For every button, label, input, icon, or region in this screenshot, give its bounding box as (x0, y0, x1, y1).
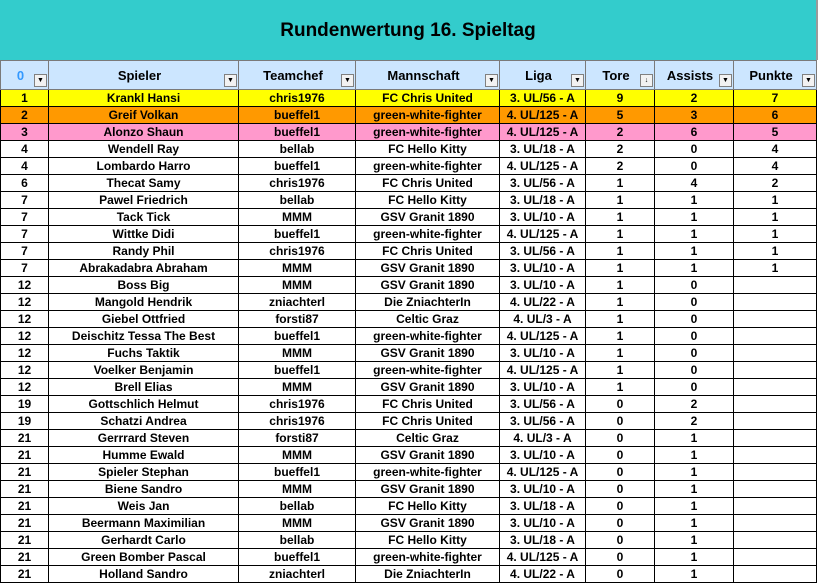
cell-mannschaft[interactable]: FC Hello Kitty (356, 498, 500, 515)
cell-spieler[interactable]: Krankl Hansi (49, 90, 239, 107)
cell-spieler[interactable]: Gottschlich Helmut (49, 396, 239, 413)
cell-mannschaft[interactable]: green-white-fighter (356, 328, 500, 345)
cell-liga[interactable]: 3. UL/56 - A (500, 413, 586, 430)
cell-assists[interactable]: 1 (655, 464, 734, 481)
cell-spieler[interactable]: Alonzo Shaun (49, 124, 239, 141)
cell-teamchef[interactable]: chris1976 (239, 90, 356, 107)
cell-spieler[interactable]: Beermann Maximilian (49, 515, 239, 532)
cell-spieler[interactable]: Green Bomber Pascal (49, 549, 239, 566)
cell-liga[interactable]: 3. UL/10 - A (500, 481, 586, 498)
cell-tore[interactable]: 0 (586, 498, 655, 515)
cell-teamchef[interactable]: chris1976 (239, 413, 356, 430)
cell-mannschaft[interactable]: green-white-fighter (356, 107, 500, 124)
table-row[interactable] (1, 396, 817, 413)
cell-tore[interactable]: 0 (586, 566, 655, 583)
cell-punkte[interactable]: 1 (734, 192, 817, 209)
cell-liga[interactable]: 3. UL/18 - A (500, 141, 586, 158)
cell-teamchef[interactable]: bellab (239, 532, 356, 549)
sheet-title: Rundenwertung 16. Spieltag (280, 20, 536, 41)
cell-liga[interactable]: 4. UL/125 - A (500, 549, 586, 566)
cell-liga[interactable]: 3. UL/56 - A (500, 396, 586, 413)
cell-assists[interactable]: 1 (655, 192, 734, 209)
cell-punkte[interactable] (734, 515, 817, 532)
filter-dropdown-icon[interactable]: ▼ (802, 74, 815, 87)
table-row[interactable] (1, 175, 817, 192)
table-row[interactable] (1, 328, 817, 345)
cell-liga[interactable]: 3. UL/10 - A (500, 345, 586, 362)
cell-punkte[interactable]: 6 (734, 107, 817, 124)
cell-assists[interactable]: 0 (655, 362, 734, 379)
cell-liga[interactable]: 3. UL/56 - A (500, 243, 586, 260)
cell-teamchef[interactable]: MMM (239, 277, 356, 294)
cell-tore[interactable]: 9 (586, 90, 655, 107)
cell-assists[interactable]: 1 (655, 260, 734, 277)
cell-teamchef[interactable]: bueffel1 (239, 464, 356, 481)
cell-liga[interactable]: 3. UL/10 - A (500, 260, 586, 277)
table-row[interactable] (1, 192, 817, 209)
cell-punkte[interactable]: 4 (734, 158, 817, 175)
table-row[interactable] (1, 379, 817, 396)
cell-tore[interactable]: 0 (586, 447, 655, 464)
cell-liga[interactable]: 3. UL/10 - A (500, 447, 586, 464)
cell-liga[interactable]: 4. UL/125 - A (500, 226, 586, 243)
cell-teamchef[interactable]: zniachterl (239, 294, 356, 311)
cell-mannschaft[interactable]: green-white-fighter (356, 549, 500, 566)
cell-teamchef[interactable]: MMM (239, 260, 356, 277)
cell-tore[interactable]: 0 (586, 481, 655, 498)
cell-spieler[interactable]: Randy Phil (49, 243, 239, 260)
cell-spieler[interactable]: Voelker Benjamin (49, 362, 239, 379)
cell-tore[interactable]: 5 (586, 107, 655, 124)
cell-teamchef[interactable]: zniachterl (239, 566, 356, 583)
cell-punkte[interactable] (734, 277, 817, 294)
filter-dropdown-icon[interactable]: ▼ (571, 74, 584, 87)
cell-liga[interactable]: 3. UL/10 - A (500, 277, 586, 294)
column-header-label: 0 (16, 67, 25, 83)
title-banner (0, 0, 818, 60)
cell-teamchef[interactable]: chris1976 (239, 396, 356, 413)
cell-punkte[interactable] (734, 549, 817, 566)
cell-teamchef[interactable]: bellab (239, 141, 356, 158)
cell-spieler[interactable]: Gerhardt Carlo (49, 532, 239, 549)
cell-mannschaft[interactable]: GSV Granit 1890 (356, 447, 500, 464)
table-row[interactable] (1, 107, 817, 124)
cell-punkte[interactable] (734, 396, 817, 413)
cell-spieler[interactable]: Deischitz Tessa The Best (49, 328, 239, 345)
cell-liga[interactable]: 3. UL/18 - A (500, 192, 586, 209)
cell-assists[interactable]: 1 (655, 481, 734, 498)
cell-tore[interactable]: 1 (586, 311, 655, 328)
cell-punkte[interactable]: 1 (734, 226, 817, 243)
table-row[interactable] (1, 345, 817, 362)
column-header-punkte (734, 61, 817, 90)
cell-teamchef[interactable]: chris1976 (239, 243, 356, 260)
cell-spieler[interactable]: Biene Sandro (49, 481, 239, 498)
cell-punkte[interactable] (734, 413, 817, 430)
table-row[interactable] (1, 90, 817, 107)
cell-punkte[interactable]: 1 (734, 260, 817, 277)
column-header-tore (586, 61, 655, 90)
cell-liga[interactable]: 3. UL/10 - A (500, 209, 586, 226)
cell-rank[interactable]: 21 (1, 566, 49, 583)
cell-rank[interactable]: 12 (1, 362, 49, 379)
cell-liga[interactable]: 4. UL/125 - A (500, 362, 586, 379)
cell-assists[interactable]: 0 (655, 277, 734, 294)
cell-rank[interactable]: 21 (1, 515, 49, 532)
cell-spieler[interactable]: Boss Big (49, 277, 239, 294)
cell-punkte[interactable] (734, 294, 817, 311)
cell-spieler[interactable]: Pawel Friedrich (49, 192, 239, 209)
column-header-label: Punkte (749, 67, 793, 83)
cell-mannschaft[interactable]: green-white-fighter (356, 464, 500, 481)
cell-punkte[interactable]: 1 (734, 243, 817, 260)
cell-teamchef[interactable]: forsti87 (239, 430, 356, 447)
cell-punkte[interactable]: 2 (734, 175, 817, 192)
column-header-spieler (49, 61, 239, 90)
cell-assists[interactable]: 1 (655, 549, 734, 566)
column-header-label: Mannschaft (387, 67, 460, 83)
cell-assists[interactable]: 1 (655, 243, 734, 260)
cell-tore[interactable]: 0 (586, 549, 655, 566)
cell-tore[interactable]: 1 (586, 175, 655, 192)
cell-liga[interactable]: 3. UL/56 - A (500, 175, 586, 192)
cell-mannschaft[interactable]: FC Hello Kitty (356, 192, 500, 209)
cell-liga[interactable]: 3. UL/10 - A (500, 379, 586, 396)
cell-rank[interactable]: 7 (1, 209, 49, 226)
cell-punkte[interactable] (734, 532, 817, 549)
table-row[interactable] (1, 362, 817, 379)
cell-rank[interactable]: 4 (1, 158, 49, 175)
cell-rank[interactable]: 21 (1, 464, 49, 481)
cell-mannschaft[interactable]: FC Chris United (356, 175, 500, 192)
cell-assists[interactable]: 0 (655, 141, 734, 158)
cell-mannschaft[interactable]: GSV Granit 1890 (356, 379, 500, 396)
cell-liga[interactable]: 4. UL/125 - A (500, 107, 586, 124)
cell-mannschaft[interactable]: GSV Granit 1890 (356, 481, 500, 498)
cell-teamchef[interactable]: bueffel1 (239, 226, 356, 243)
cell-tore[interactable]: 1 (586, 328, 655, 345)
cell-mannschaft[interactable]: green-white-fighter (356, 124, 500, 141)
cell-punkte[interactable] (734, 498, 817, 515)
cell-spieler[interactable]: Humme Ewald (49, 447, 239, 464)
cell-mannschaft[interactable]: Die ZniachterIn (356, 566, 500, 583)
table-row[interactable] (1, 226, 817, 243)
cell-spieler[interactable]: Greif Volkan (49, 107, 239, 124)
table-row[interactable] (1, 158, 817, 175)
ranking-table (0, 60, 817, 583)
cell-spieler[interactable]: Giebel Ottfried (49, 311, 239, 328)
cell-mannschaft[interactable]: FC Chris United (356, 413, 500, 430)
cell-spieler[interactable]: Wendell Ray (49, 141, 239, 158)
cell-tore[interactable]: 1 (586, 209, 655, 226)
cell-rank[interactable]: 19 (1, 396, 49, 413)
cell-punkte[interactable] (734, 447, 817, 464)
cell-liga[interactable]: 3. UL/18 - A (500, 532, 586, 549)
cell-assists[interactable]: 0 (655, 294, 734, 311)
cell-liga[interactable]: 4. UL/125 - A (500, 158, 586, 175)
cell-tore[interactable]: 1 (586, 379, 655, 396)
cell-punkte[interactable] (734, 328, 817, 345)
cell-punkte[interactable] (734, 430, 817, 447)
column-header-label: Spieler (117, 67, 162, 83)
cell-assists[interactable]: 1 (655, 226, 734, 243)
cell-rank[interactable]: 21 (1, 498, 49, 515)
table-row[interactable] (1, 532, 817, 549)
table-row[interactable] (1, 413, 817, 430)
cell-mannschaft[interactable]: FC Hello Kitty (356, 141, 500, 158)
cell-assists[interactable]: 0 (655, 345, 734, 362)
table-row[interactable] (1, 311, 817, 328)
cell-assists[interactable]: 3 (655, 107, 734, 124)
cell-punkte[interactable]: 7 (734, 90, 817, 107)
cell-assists[interactable]: 1 (655, 532, 734, 549)
table-row[interactable] (1, 498, 817, 515)
cell-assists[interactable]: 1 (655, 430, 734, 447)
cell-tore[interactable]: 0 (586, 396, 655, 413)
cell-teamchef[interactable]: MMM (239, 209, 356, 226)
cell-rank[interactable]: 4 (1, 141, 49, 158)
cell-teamchef[interactable]: bueffel1 (239, 158, 356, 175)
cell-rank[interactable]: 12 (1, 294, 49, 311)
cell-mannschaft[interactable]: GSV Granit 1890 (356, 260, 500, 277)
cell-spieler[interactable]: Weis Jan (49, 498, 239, 515)
cell-tore[interactable]: 1 (586, 294, 655, 311)
cell-rank[interactable]: 12 (1, 379, 49, 396)
cell-punkte[interactable]: 5 (734, 124, 817, 141)
cell-teamchef[interactable]: MMM (239, 379, 356, 396)
cell-teamchef[interactable]: forsti87 (239, 311, 356, 328)
cell-assists[interactable]: 2 (655, 90, 734, 107)
filter-dropdown-icon[interactable]: ▼ (719, 74, 732, 87)
cell-mannschaft[interactable]: green-white-fighter (356, 362, 500, 379)
cell-mannschaft[interactable]: GSV Granit 1890 (356, 515, 500, 532)
cell-tore[interactable]: 0 (586, 413, 655, 430)
cell-tore[interactable]: 1 (586, 192, 655, 209)
cell-rank[interactable]: 21 (1, 447, 49, 464)
cell-tore[interactable]: 0 (586, 430, 655, 447)
cell-rank[interactable]: 1 (1, 90, 49, 107)
cell-liga[interactable]: 3. UL/18 - A (500, 498, 586, 515)
cell-mannschaft[interactable]: green-white-fighter (356, 226, 500, 243)
table-row[interactable] (1, 294, 817, 311)
cell-mannschaft[interactable]: Celtic Graz (356, 311, 500, 328)
cell-mannschaft[interactable]: FC Chris United (356, 243, 500, 260)
cell-tore[interactable]: 2 (586, 158, 655, 175)
cell-assists[interactable]: 6 (655, 124, 734, 141)
cell-spieler[interactable]: Spieler Stephan (49, 464, 239, 481)
cell-spieler[interactable]: Brell Elias (49, 379, 239, 396)
cell-teamchef[interactable]: bueffel1 (239, 362, 356, 379)
cell-mannschaft[interactable]: Die ZniachterIn (356, 294, 500, 311)
table-row[interactable] (1, 447, 817, 464)
cell-rank[interactable]: 21 (1, 430, 49, 447)
column-header-mannschaft (356, 61, 500, 90)
cell-rank[interactable]: 21 (1, 532, 49, 549)
cell-punkte[interactable] (734, 379, 817, 396)
cell-liga[interactable]: 4. UL/3 - A (500, 430, 586, 447)
cell-punkte[interactable]: 4 (734, 141, 817, 158)
cell-spieler[interactable]: Gerrrard Steven (49, 430, 239, 447)
cell-teamchef[interactable]: MMM (239, 481, 356, 498)
filter-dropdown-icon[interactable]: ▼ (485, 74, 498, 87)
table-row[interactable] (1, 277, 817, 294)
column-header-teamchef (239, 61, 356, 90)
table-row[interactable] (1, 464, 817, 481)
table-row[interactable] (1, 141, 817, 158)
filter-dropdown-icon[interactable]: ▼ (34, 74, 47, 87)
cell-rank[interactable]: 7 (1, 260, 49, 277)
cell-spieler[interactable]: Holland Sandro (49, 566, 239, 583)
cell-tore[interactable]: 1 (586, 277, 655, 294)
cell-liga[interactable]: 4. UL/22 - A (500, 566, 586, 583)
cell-teamchef[interactable]: chris1976 (239, 175, 356, 192)
cell-liga[interactable]: 4. UL/125 - A (500, 328, 586, 345)
sort-descending-icon[interactable]: ↓ (640, 74, 653, 87)
cell-tore[interactable]: 2 (586, 124, 655, 141)
cell-punkte[interactable]: 1 (734, 209, 817, 226)
cell-assists[interactable]: 1 (655, 447, 734, 464)
table-row[interactable] (1, 566, 817, 583)
cell-mannschaft[interactable]: FC Chris United (356, 396, 500, 413)
cell-spieler[interactable]: Fuchs Taktik (49, 345, 239, 362)
cell-mannschaft[interactable]: Celtic Graz (356, 430, 500, 447)
filter-dropdown-icon[interactable]: ▼ (224, 74, 237, 87)
cell-spieler[interactable]: Abrakadabra Abraham (49, 260, 239, 277)
cell-tore[interactable]: 0 (586, 532, 655, 549)
cell-liga[interactable]: 4. UL/22 - A (500, 294, 586, 311)
cell-assists[interactable]: 1 (655, 566, 734, 583)
cell-teamchef[interactable]: bueffel1 (239, 328, 356, 345)
cell-rank[interactable]: 6 (1, 175, 49, 192)
table-row[interactable] (1, 209, 817, 226)
cell-teamchef[interactable]: bueffel1 (239, 107, 356, 124)
cell-tore[interactable]: 1 (586, 243, 655, 260)
cell-mannschaft[interactable]: green-white-fighter (356, 158, 500, 175)
cell-rank[interactable]: 12 (1, 277, 49, 294)
column-header-label: Liga (525, 67, 552, 83)
cell-assists[interactable]: 0 (655, 379, 734, 396)
cell-spieler[interactable]: Wittke Didi (49, 226, 239, 243)
table-row[interactable] (1, 124, 817, 141)
filter-dropdown-icon[interactable]: ▼ (341, 74, 354, 87)
cell-mannschaft[interactable]: GSV Granit 1890 (356, 209, 500, 226)
cell-rank[interactable]: 21 (1, 549, 49, 566)
cell-mannschaft[interactable]: FC Chris United (356, 90, 500, 107)
cell-assists[interactable]: 1 (655, 498, 734, 515)
cell-teamchef[interactable]: MMM (239, 345, 356, 362)
column-header-label: Teamchef (263, 67, 323, 83)
cell-rank[interactable]: 7 (1, 226, 49, 243)
cell-assists[interactable]: 2 (655, 413, 734, 430)
cell-spieler[interactable]: Lombardo Harro (49, 158, 239, 175)
cell-punkte[interactable] (734, 566, 817, 583)
cell-teamchef[interactable]: MMM (239, 447, 356, 464)
cell-rank[interactable]: 3 (1, 124, 49, 141)
cell-liga[interactable]: 4. UL/125 - A (500, 124, 586, 141)
cell-rank[interactable]: 12 (1, 311, 49, 328)
cell-mannschaft[interactable]: FC Hello Kitty (356, 532, 500, 549)
cell-liga[interactable]: 4. UL/125 - A (500, 464, 586, 481)
column-header-label: Assists (666, 67, 714, 83)
cell-assists[interactable]: 2 (655, 396, 734, 413)
cell-teamchef[interactable]: MMM (239, 515, 356, 532)
cell-spieler[interactable]: Thecat Samy (49, 175, 239, 192)
cell-teamchef[interactable]: bellab (239, 192, 356, 209)
cell-mannschaft[interactable]: GSV Granit 1890 (356, 345, 500, 362)
cell-rank[interactable]: 2 (1, 107, 49, 124)
table-row[interactable] (1, 430, 817, 447)
table-row[interactable] (1, 549, 817, 566)
table-row[interactable] (1, 260, 817, 277)
cell-punkte[interactable] (734, 464, 817, 481)
cell-assists[interactable]: 1 (655, 209, 734, 226)
cell-tore[interactable]: 0 (586, 515, 655, 532)
cell-tore[interactable]: 1 (586, 362, 655, 379)
cell-liga[interactable]: 3. UL/56 - A (500, 90, 586, 107)
cell-teamchef[interactable]: bueffel1 (239, 124, 356, 141)
cell-punkte[interactable] (734, 311, 817, 328)
column-header-assists (655, 61, 734, 90)
cell-assists[interactable]: 4 (655, 175, 734, 192)
cell-mannschaft[interactable]: GSV Granit 1890 (356, 277, 500, 294)
cell-liga[interactable]: 4. UL/3 - A (500, 311, 586, 328)
cell-rank[interactable]: 19 (1, 413, 49, 430)
cell-assists[interactable]: 0 (655, 158, 734, 175)
cell-punkte[interactable] (734, 362, 817, 379)
column-header-rank (1, 61, 49, 90)
cell-tore[interactable]: 1 (586, 345, 655, 362)
cell-punkte[interactable] (734, 345, 817, 362)
cell-spieler[interactable]: Tack Tick (49, 209, 239, 226)
cell-assists[interactable]: 0 (655, 311, 734, 328)
table-row[interactable] (1, 243, 817, 260)
cell-rank[interactable]: 12 (1, 345, 49, 362)
column-header-label: Tore (602, 67, 630, 83)
column-header-liga (500, 61, 586, 90)
cell-spieler[interactable]: Schatzi Andrea (49, 413, 239, 430)
cell-tore[interactable]: 1 (586, 226, 655, 243)
cell-rank[interactable]: 7 (1, 243, 49, 260)
cell-punkte[interactable] (734, 481, 817, 498)
header-row (1, 61, 817, 90)
cell-teamchef[interactable]: bueffel1 (239, 549, 356, 566)
cell-rank[interactable]: 7 (1, 192, 49, 209)
table-row[interactable] (1, 515, 817, 532)
cell-rank[interactable]: 21 (1, 481, 49, 498)
cell-rank[interactable]: 12 (1, 328, 49, 345)
cell-spieler[interactable]: Mangold Hendrik (49, 294, 239, 311)
cell-teamchef[interactable]: bellab (239, 498, 356, 515)
cell-tore[interactable]: 0 (586, 464, 655, 481)
cell-assists[interactable]: 0 (655, 328, 734, 345)
table-row[interactable] (1, 481, 817, 498)
cell-tore[interactable]: 1 (586, 260, 655, 277)
cell-liga[interactable]: 3. UL/10 - A (500, 515, 586, 532)
cell-assists[interactable]: 1 (655, 515, 734, 532)
cell-tore[interactable]: 2 (586, 141, 655, 158)
